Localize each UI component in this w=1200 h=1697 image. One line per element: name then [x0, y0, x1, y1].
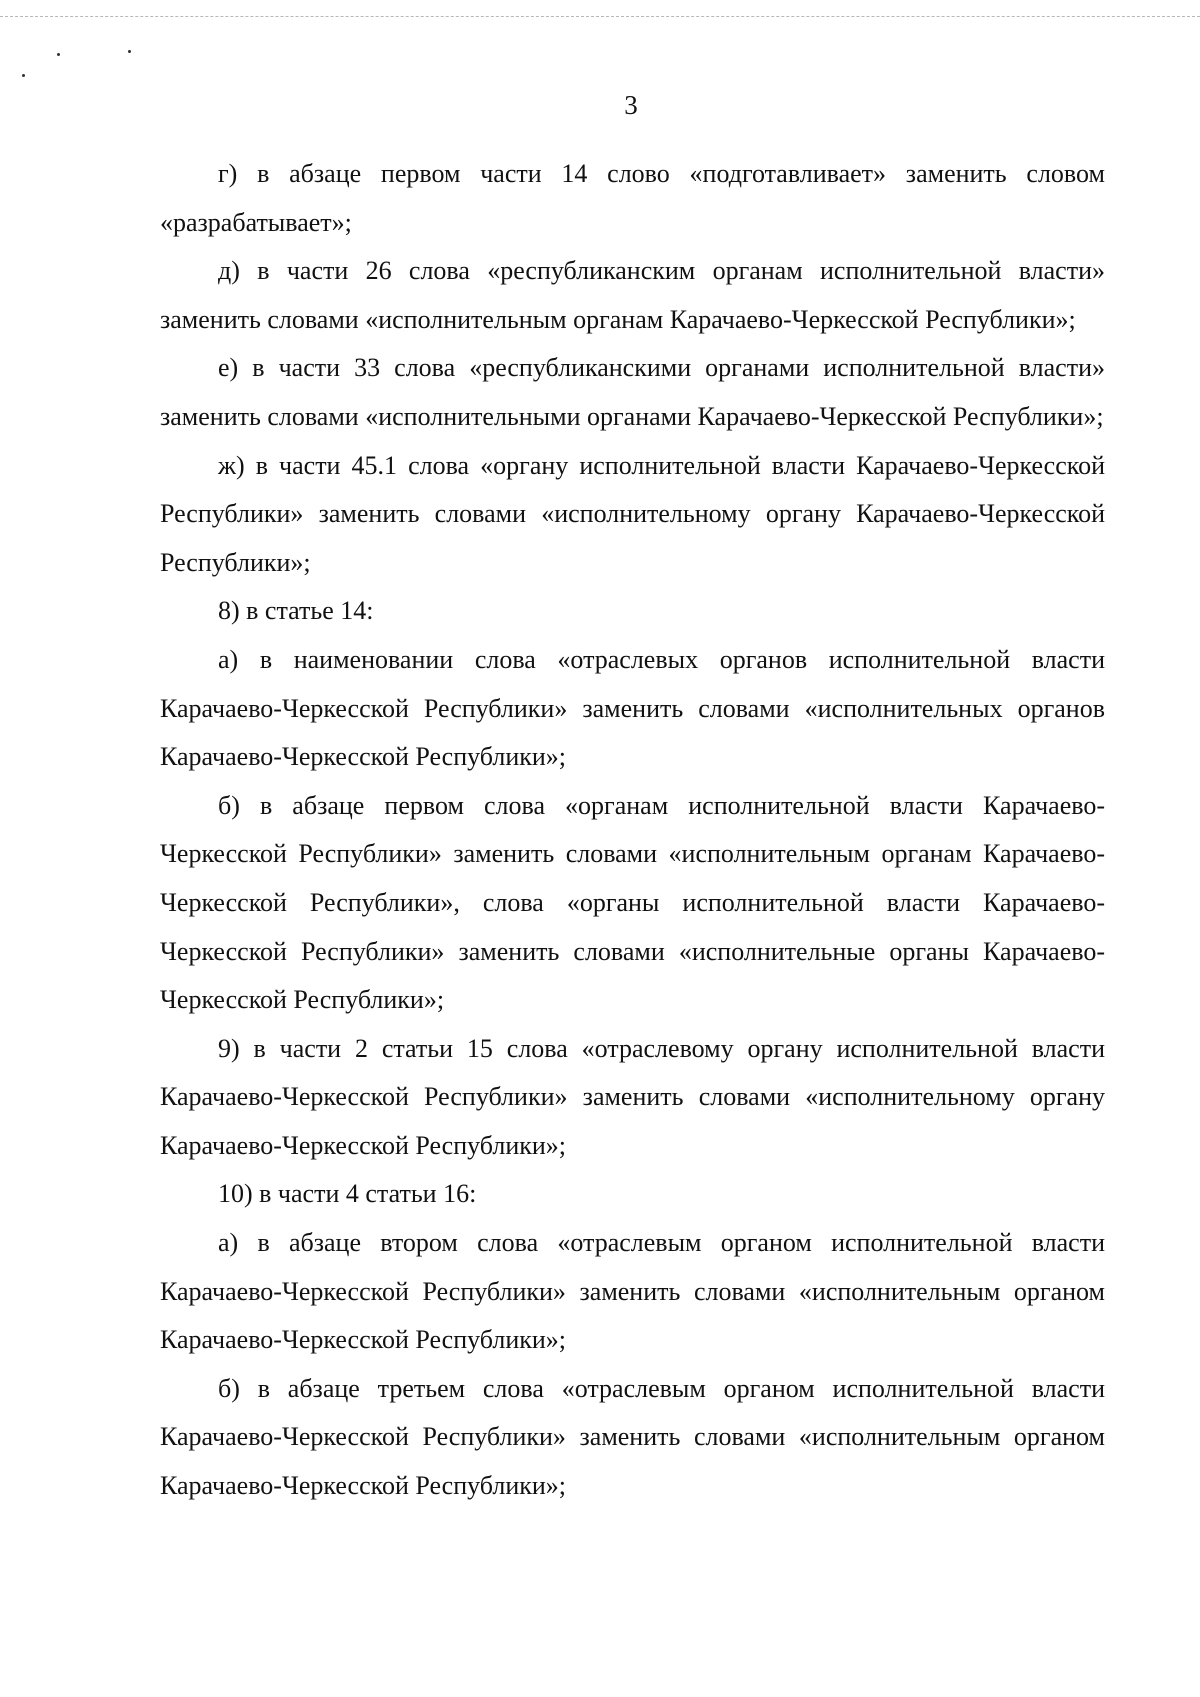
paragraph: 8) в статье 14: — [218, 596, 374, 626]
document-body — [160, 150, 1105, 1511]
paragraph: 9) в части 2 статьи 15 слова «отраслевому органу исполнительной власти Карачаево-Черкесской Республики» заменить словами «исполнительному органу Карачаево-Черкесской Республики»; — [160, 1033, 1105, 1160]
paragraph: а) в абзаце втором слова «отраслевым органом исполнительной власти Карачаево-Черкесской Республики» заменить словами «исполнительным органом Карачаево-Черкесской Республики»; — [160, 1228, 1105, 1355]
paragraph: а) в наименовании слова «отраслевых органов исполнительной власти Карачаево-Черкесской Республики» заменить словами «исполнительных органов Карачаево-Черкесской Республики»; — [160, 644, 1105, 772]
paragraph: б) в абзаце третьем слова «отраслевым органом исполнительной власти Карачаево-Черкесской Республики» заменить словами «исполнительным органом Карачаево-Черкесской Республики»; — [160, 1373, 1105, 1501]
paragraph: д) в части 26 слова «республиканским органам исполнительной власти» заменить словами «исполнительным органам Карачаево-Черкесской Республики»; — [160, 256, 1105, 334]
paragraph: 10) в части 4 статьи 16: — [218, 1179, 477, 1209]
paragraph: е) в части 33 слова «республиканскими органами исполнительной власти» заменить словами «исполнительными органами Карачаево-Черкесской Республики»; — [160, 353, 1105, 431]
paragraph: ж) в части 45.1 слова «органу исполнительной власти Карачаево-Черкесской Республики» заменить словами «исполнительному органу Карачаево-Черкесской Республики»; — [160, 450, 1105, 577]
scan-edge-line — [0, 16, 1200, 17]
scan-speck — [128, 50, 131, 53]
paragraph: г) в абзаце первом части 14 слово «подготавливает» заменить словом «разрабатывает»; — [160, 159, 1105, 237]
page-number: 3 — [624, 90, 638, 120]
scan-speck — [22, 74, 25, 77]
scan-speck — [57, 53, 60, 56]
paragraph: б) в абзаце первом слова «органам исполнительной власти Карачаево-Черкесской Республики» заменить словами «исполнительным органам Карачаево-Черкесской Республики», слова «органы исполнительной власти Карачаево-Черкесской Республики» заменить словами «исполнительные органы Карачаево-Черкесской Республики»; — [160, 790, 1105, 1015]
